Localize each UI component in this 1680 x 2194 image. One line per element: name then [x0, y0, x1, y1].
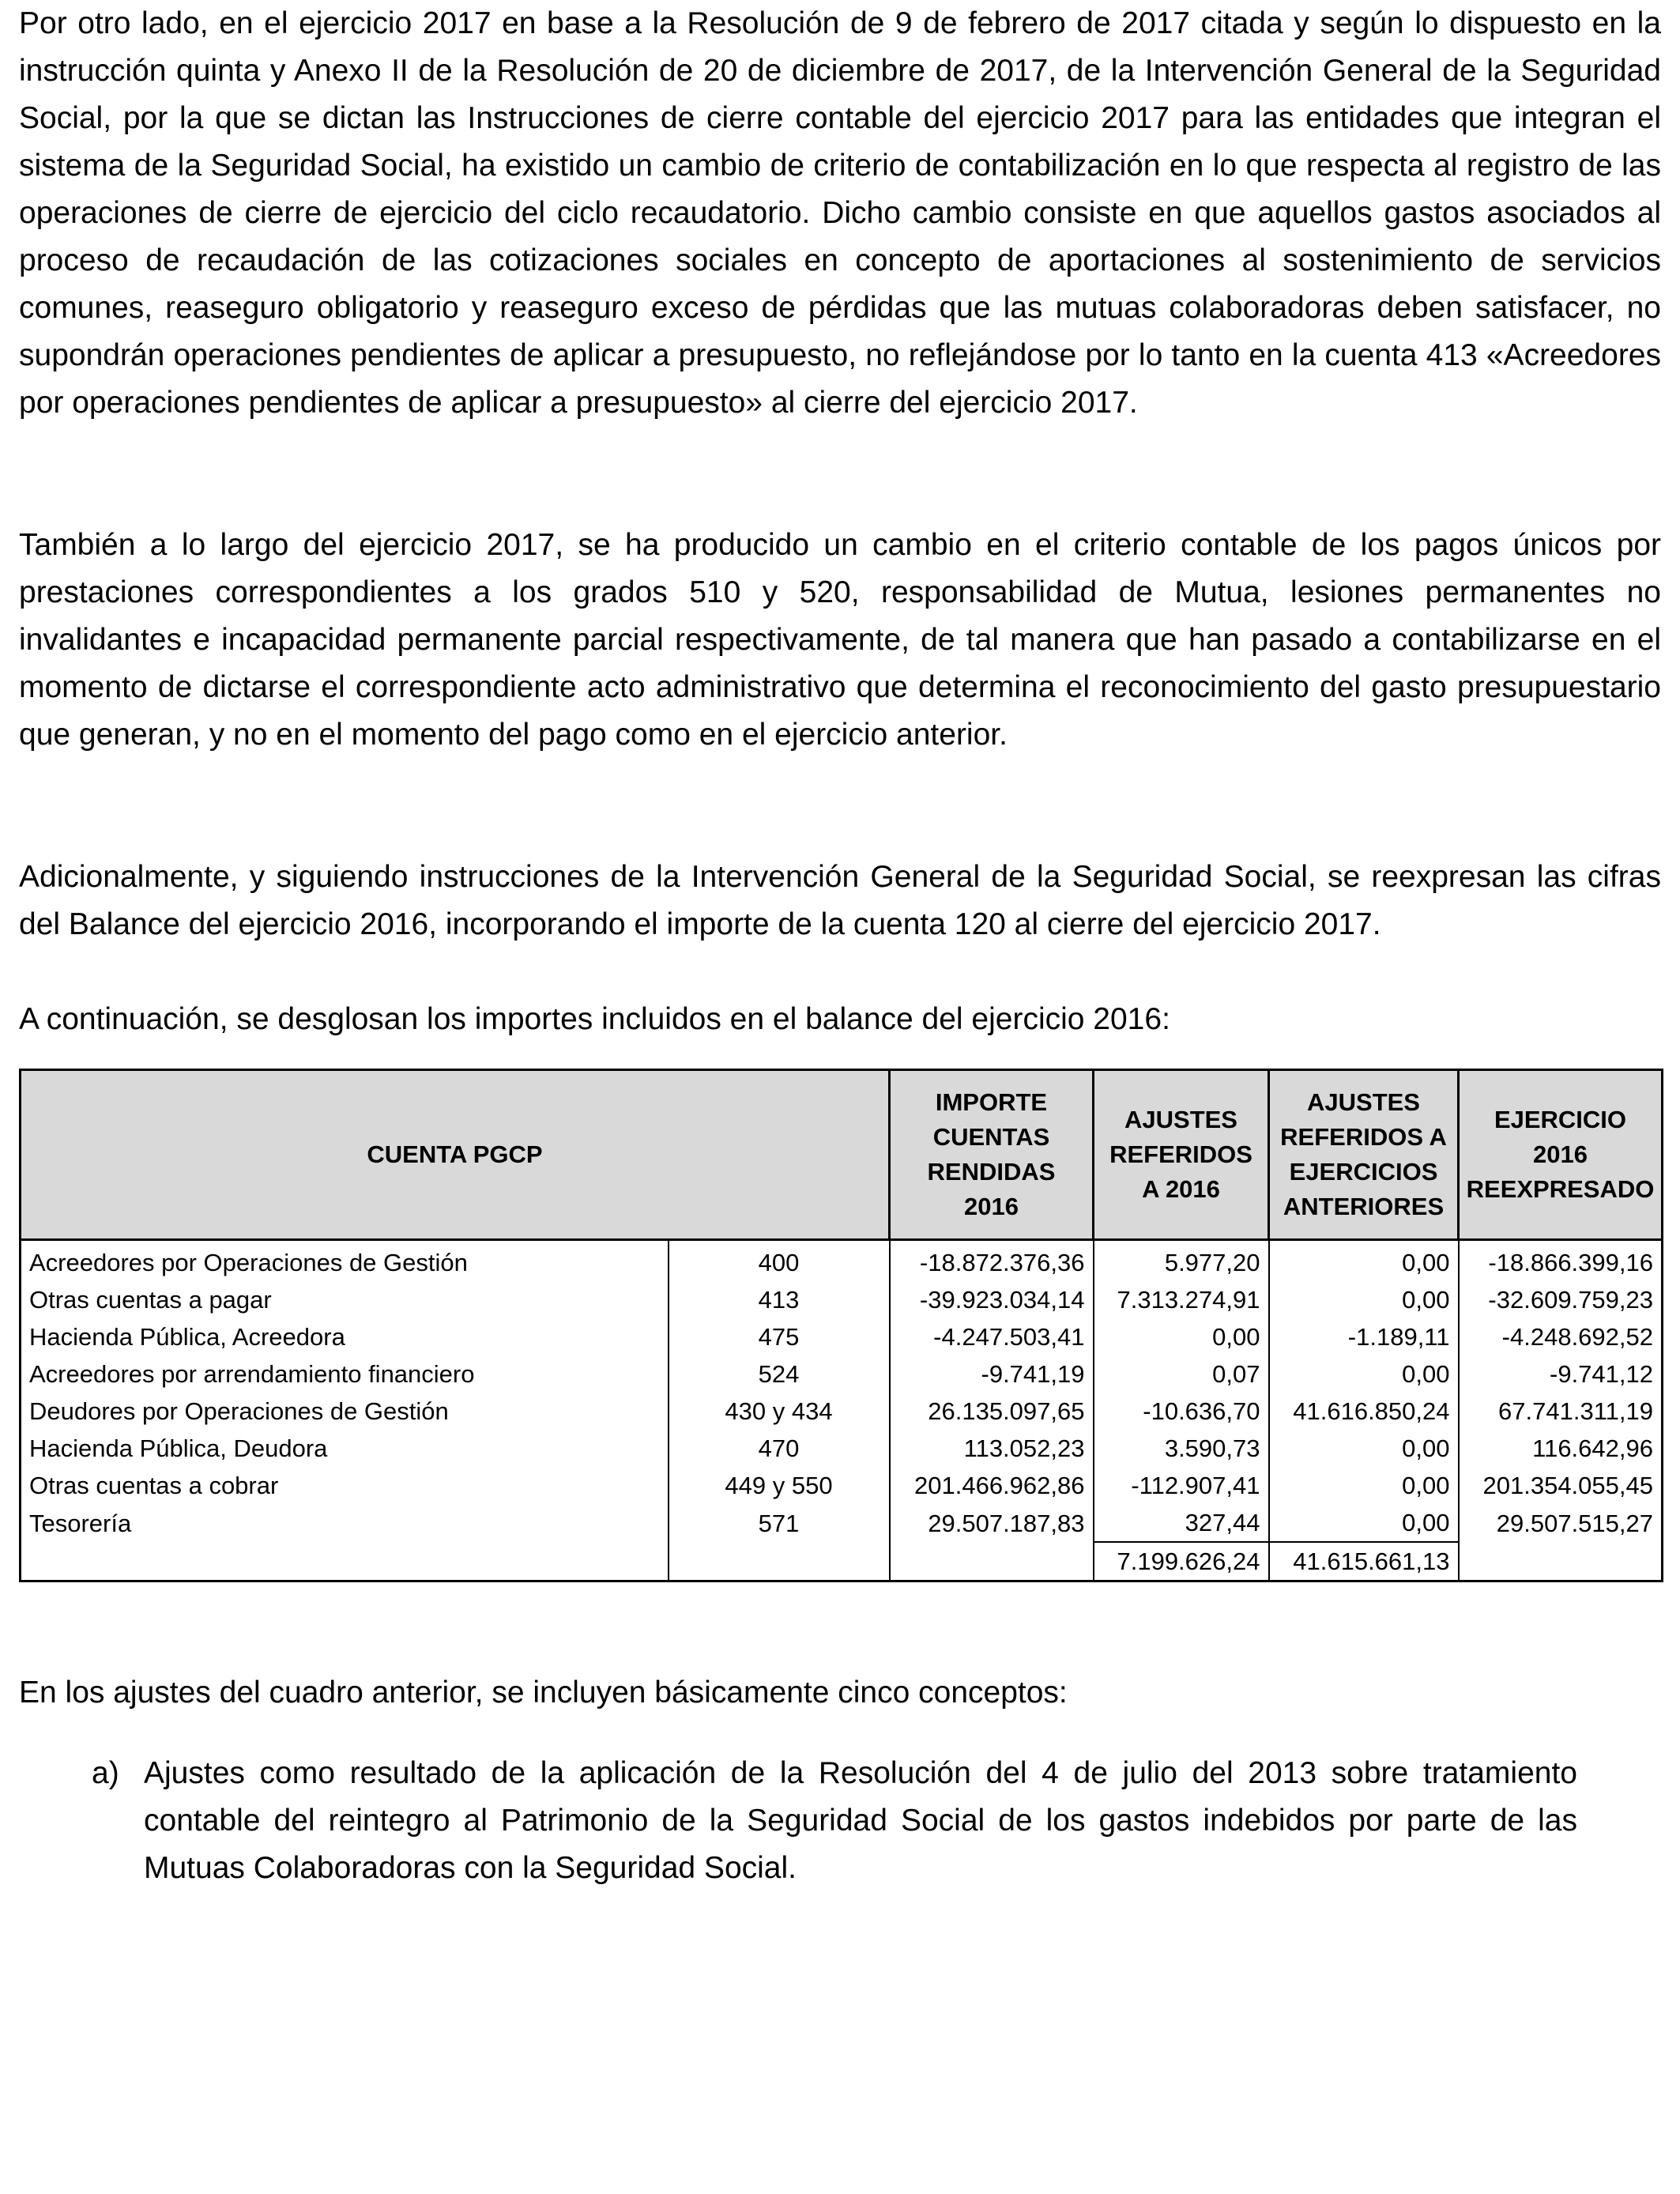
totals-empty-name — [21, 1542, 669, 1581]
row-reexpresado: 116.642,96 — [1459, 1430, 1663, 1467]
row-reexpresado: -4.248.692,52 — [1459, 1318, 1663, 1355]
totals-empty-account — [669, 1542, 890, 1581]
paragraph-table-intro: A continuación, se desglosan los importes incluidos en el balance del ejercicio 2016: — [19, 1002, 1170, 1036]
header-ajustes-anteriores: AJUSTES REFERIDOS A EJERCICIOS ANTERIORES — [1269, 1070, 1459, 1240]
row-account-number: 400 — [669, 1240, 890, 1282]
row-ajustes-2016: 7.313.274,91 — [1094, 1281, 1269, 1318]
row-account-number: 449 y 550 — [669, 1467, 890, 1504]
table-row — [21, 1467, 1663, 1504]
paragraph-adjustments-intro: En los ajustes del cuadro anterior, se incluyen básicamente cinco conceptos: — [19, 1676, 1068, 1710]
row-account-name: Otras cuentas a cobrar — [21, 1467, 669, 1504]
table-totals-row — [21, 1542, 1663, 1581]
row-importe: 201.466.962,86 — [890, 1467, 1094, 1504]
row-ajustes-2016: -10.636,70 — [1094, 1393, 1269, 1430]
row-reexpresado: -18.866.399,16 — [1459, 1240, 1663, 1282]
header-ajustes-2016: AJUSTES REFERIDOS A 2016 — [1094, 1070, 1269, 1240]
balance-table — [19, 1069, 1663, 1582]
row-ajustes-2016: 0,07 — [1094, 1355, 1269, 1393]
row-account-number: 524 — [669, 1355, 890, 1393]
row-importe: -18.872.376,36 — [890, 1240, 1094, 1282]
row-ajustes-anteriores: 0,00 — [1269, 1504, 1459, 1542]
row-ajustes-anteriores: 0,00 — [1269, 1467, 1459, 1504]
row-account-name: Hacienda Pública, Deudora — [21, 1430, 669, 1467]
row-reexpresado: 29.507.515,27 — [1459, 1504, 1663, 1542]
row-reexpresado: 201.354.055,45 — [1459, 1467, 1663, 1504]
header-ejercicio-reexpresado: EJERCICIO 2016 REEXPRESADO — [1459, 1070, 1663, 1240]
table-row — [21, 1355, 1663, 1393]
row-ajustes-2016: 0,00 — [1094, 1318, 1269, 1355]
row-account-number: 475 — [669, 1318, 890, 1355]
table-header-row — [21, 1070, 1663, 1240]
row-importe: 26.135.097,65 — [890, 1393, 1094, 1430]
row-account-number: 413 — [669, 1281, 890, 1318]
row-ajustes-2016: 5.977,20 — [1094, 1240, 1269, 1282]
row-account-name: Tesorería — [21, 1504, 669, 1542]
row-account-number: 571 — [669, 1504, 890, 1542]
row-ajustes-anteriores: 0,00 — [1269, 1430, 1459, 1467]
list-item — [92, 1750, 1577, 1892]
row-ajustes-2016: -112.907,41 — [1094, 1467, 1269, 1504]
row-account-name: Acreedores por arrendamiento financiero — [21, 1355, 669, 1393]
row-importe: 113.052,23 — [890, 1430, 1094, 1467]
list-item-marker: a) — [92, 1756, 119, 1790]
total-ajustes-2016: 7.199.626,24 — [1094, 1542, 1269, 1581]
total-ajustes-anteriores: 41.615.661,13 — [1269, 1542, 1459, 1581]
table-row — [21, 1430, 1663, 1467]
row-account-name: Hacienda Pública, Acreedora — [21, 1318, 669, 1355]
row-ajustes-anteriores: 41.616.850,24 — [1269, 1393, 1459, 1430]
row-account-name: Deudores por Operaciones de Gestión — [21, 1393, 669, 1430]
header-cuenta-pgcp: CUENTA PGCP — [21, 1070, 890, 1240]
table-row — [21, 1393, 1663, 1430]
table-row — [21, 1318, 1663, 1355]
row-reexpresado: -32.609.759,23 — [1459, 1281, 1663, 1318]
paragraph-cambio-criterio-recaudacion: Por otro lado, en el ejercicio 2017 en base a la Resolución de 9 de febrero de 2017 citada y según lo dispuesto en la instrucción quinta y Anexo II de la Resolución de 20 de diciembre de 2017, de la Intervención General de la Seguridad Social, por la que se dictan las Instrucciones de cierre contable del ejercicio 2017 para las entidades que integran el sistema de la Seguridad Social, ha existido un cambio de criterio de contabilización en lo que respecta al registro de las operaciones de cierre de ejercicio del ciclo recaudatorio. Dicho cambio consiste en que aquellos gastos asociados al proceso de recaudación de las cotizaciones sociales en concepto de aportaciones al sostenimiento de servicios comunes, reaseguro obligatorio y reaseguro exceso de pérdidas que las mutuas colaboradoras deben satisfacer, no supondrán operaciones pendientes de aplicar a presupuesto, no reflejándose por lo tanto en la cuenta 413 «Acreedores por operaciones pendientes de aplicar a presupuesto» al cierre del ejercicio 2017. — [19, 6, 1661, 420]
row-importe: -4.247.503,41 — [890, 1318, 1094, 1355]
header-importe-cuentas-rendidas: IMPORTE CUENTAS RENDIDAS 2016 — [890, 1070, 1094, 1240]
row-ajustes-anteriores: -1.189,11 — [1269, 1318, 1459, 1355]
table-row — [21, 1504, 1663, 1542]
list-item-text: Ajustes como resultado de la aplicación de la Resolución del 4 de julio del 2013 sobre tratamiento contable del reintegro al Patrimonio de la Seguridad Social de los gastos indebidos por parte de las Mutuas Colaboradoras con la Seguridad Social. — [144, 1756, 1577, 1885]
row-ajustes-anteriores: 0,00 — [1269, 1355, 1459, 1393]
row-ajustes-2016: 3.590,73 — [1094, 1430, 1269, 1467]
paragraph-reexpresion-balance: Adicionalmente, y siguiendo instrucciones de la Intervención General de la Seguridad Social, se reexpresan las cifras del Balance del ejercicio 2016, incorporando el importe de la cuenta 120 al cierre del ejercicio 2017. — [19, 860, 1661, 941]
row-account-number: 470 — [669, 1430, 890, 1467]
table-row — [21, 1281, 1663, 1318]
totals-empty-reexpresado — [1459, 1542, 1663, 1581]
row-importe: -9.741,19 — [890, 1355, 1094, 1393]
row-account-number: 430 y 434 — [669, 1393, 890, 1430]
row-importe: 29.507.187,83 — [890, 1504, 1094, 1542]
row-ajustes-anteriores: 0,00 — [1269, 1240, 1459, 1282]
row-account-name: Acreedores por Operaciones de Gestión — [21, 1240, 669, 1282]
document-page — [19, 0, 1661, 1892]
row-ajustes-2016: 327,44 — [1094, 1504, 1269, 1542]
table-row — [21, 1240, 1663, 1282]
totals-empty-importe — [890, 1542, 1094, 1581]
row-importe: -39.923.034,14 — [890, 1281, 1094, 1318]
row-reexpresado: 67.741.311,19 — [1459, 1393, 1663, 1430]
row-reexpresado: -9.741,12 — [1459, 1355, 1663, 1393]
row-ajustes-anteriores: 0,00 — [1269, 1281, 1459, 1318]
paragraph-cambio-criterio-pagos-unicos: También a lo largo del ejercicio 2017, se ha producido un cambio en el criterio contable de los pagos únicos por prestaciones correspondientes a los grados 510 y 520, responsabilidad de Mutua, lesiones permanentes no invalidantes e incapacidad permanente parcial respectivamente, de tal manera que han pasado a contabilizarse en el momento de dictarse el correspondiente acto administrativo que determina el reconocimiento del gasto presupuestario que generan, y no en el momento del pago como en el ejercicio anterior. — [19, 528, 1661, 752]
row-account-name: Otras cuentas a pagar — [21, 1281, 669, 1318]
